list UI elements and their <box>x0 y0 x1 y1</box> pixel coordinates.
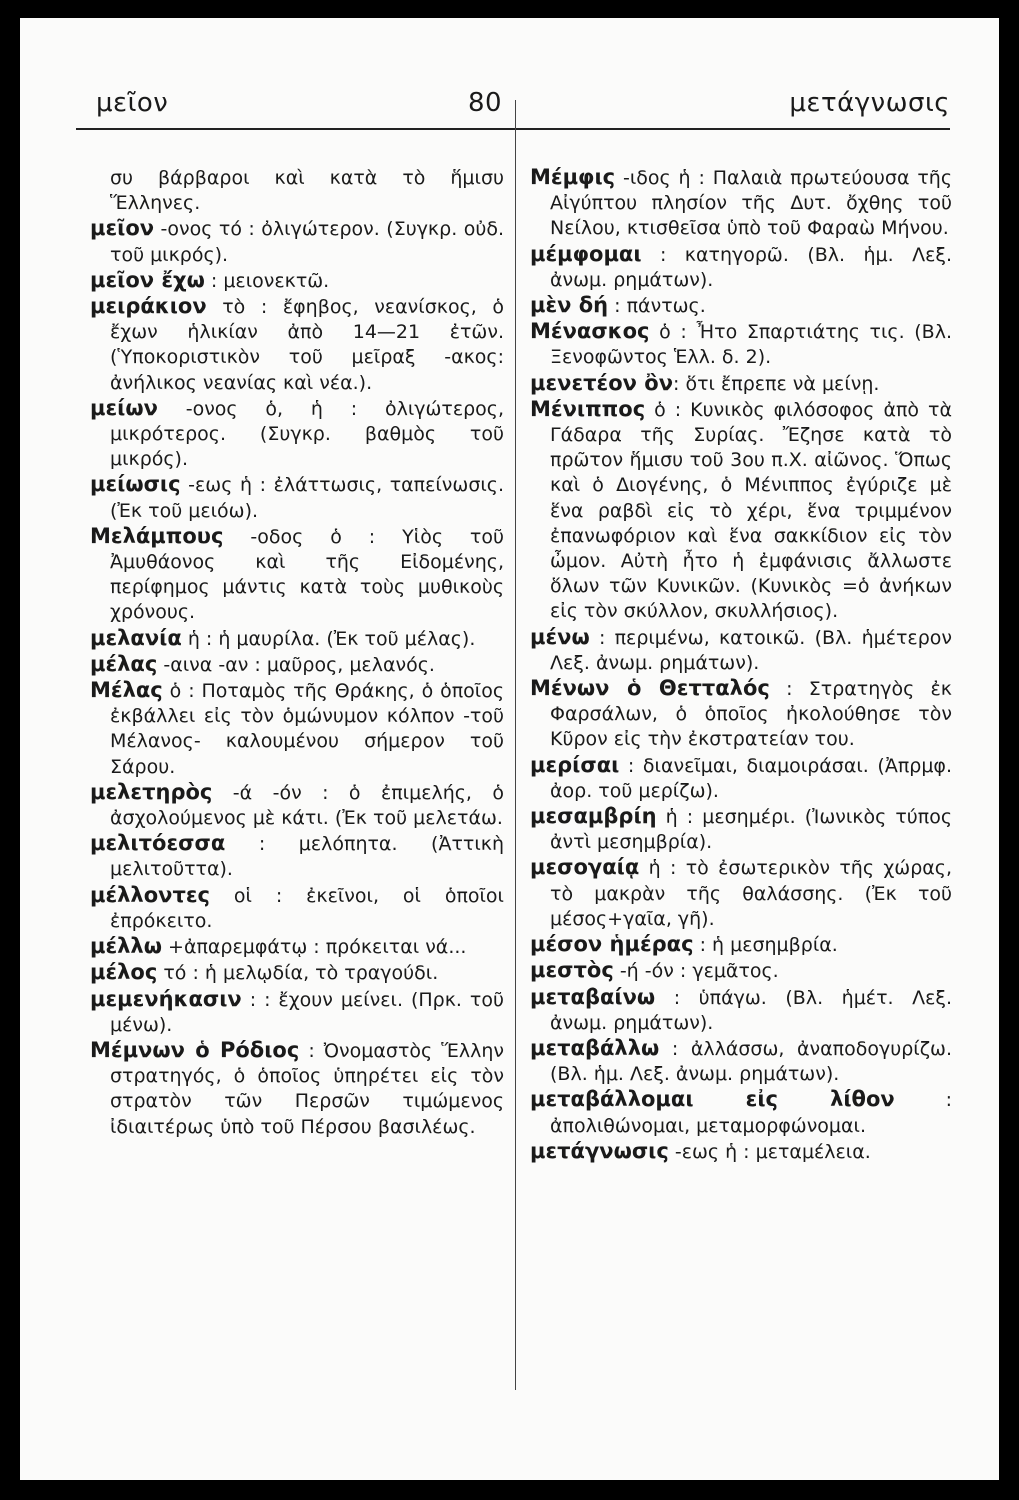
entry-definition: : περιμένω, κατοικῶ. (Βλ. ἡμέτερον Λεξ. ἀνωμ. ρημάτων). <box>550 626 952 674</box>
entry-definition: : μειονεκτῶ. <box>204 269 330 292</box>
entry-headword: μείων <box>90 395 158 420</box>
left-guide-word: μεῖον <box>96 88 169 118</box>
entry-definition: -ά -όν : ὁ ἐπιμελής, ὁ ἀσχολούμενος μὲ κάτι. (Ἐκ τοῦ μελετάω. <box>110 781 504 830</box>
entry-definition: : ἀλλάσσω, ἀναποδογυρίζω. (Βλ. ἡμ. Λεξ. ἀνωμ. ρημάτων). <box>550 1037 952 1086</box>
entry-headword: μεσογαίᾳ <box>530 855 640 880</box>
dictionary-entry <box>530 804 952 855</box>
dictionary-entry <box>90 1038 504 1140</box>
dictionary-entry <box>90 934 504 960</box>
dictionary-entry <box>90 831 504 882</box>
entry-headword: μεῖον <box>90 216 155 241</box>
entry-headword: μέλας <box>90 651 158 676</box>
entry-definition: +ἀπαρεμφάτῳ : πρόκειται νά... <box>161 936 467 959</box>
entry-headword: Μένων ὁ Θετταλός <box>530 676 770 701</box>
dictionary-entry <box>90 268 504 294</box>
entry-headword: μεῖον ἔχω <box>90 267 205 292</box>
entry-definition: ὁ : Ἦτο Σπαρτιάτης τις. (Βλ. Ξενοφῶντος Ἑλλ. δ. 2). <box>550 321 952 369</box>
entry-headword: μείωσις <box>90 472 181 497</box>
entry-definition: ὁ : Κυνικὸς φιλόσοφος ἀπὸ τὰ Γάδαρα τῆς Συρίας. Ἔζησε κατὰ τὸ πρῶτον ἥμισυ τοῦ 3ου π.Χ. αἰῶνος. Ὅπως καὶ ὁ Διογένης, ὁ Μένιππος ἐγύριζε μὲ ἕνα ραβδὶ εἰς τὸ χέρι, ἕνα τριμμένον ἐπανωφόριον καὶ ἕνα σακκίδιον εἰς τὸν ὦμον. Αὐτὴ ἦτο ἡ ἐμφάνισις ἄλλωστε ὅλων τῶν Κυνικῶν. (Κυνικὸς =ὁ ἀνήκων εἰς τὸν σκύλλον, σκυλλήσιος). <box>550 398 952 623</box>
dictionary-entry <box>530 1087 952 1138</box>
dictionary-entry <box>530 958 952 984</box>
dictionary-entry <box>90 960 504 986</box>
entry-definition: : μελόπητα. (Ἀττικὴ μελιτοῦττα). <box>110 833 504 881</box>
entry-definition: -ιδος ἡ : Παλαιὰ πρωτεύουσα τῆς Αἰγύπτου πλησίον τῆς Δυτ. ὄχθης τοῦ Νείλου, κτισθεῖσα ὑπὸ τοῦ Φαραὼ Μήνου. <box>550 167 952 240</box>
entry-definition: : διανεῖμαι, διαμοιράσαι. (Ἀπρμφ. ἀορ. τοῦ μερίζω). <box>550 754 952 802</box>
dictionary-entry <box>90 678 504 780</box>
entry-headword: Μέμνων ὁ Ρόδιος <box>90 1037 300 1062</box>
entry-headword: μέλλοντες <box>90 882 210 907</box>
dictionary-entry <box>90 294 504 396</box>
entry-definition: ἡ : μεσημέρι. (Ἰωνικὸς τύπος ἀντὶ μεσημβρία). <box>550 806 952 854</box>
left-column <box>90 165 504 1140</box>
dictionary-entry <box>90 524 504 626</box>
entry-headword: μελιτόεσσα <box>90 831 226 856</box>
entry-definition: : ἡ μεσημβρία. <box>693 934 838 957</box>
dictionary-entry <box>530 932 952 958</box>
entry-definition: ἡ : ἡ μαυρίλα. (Ἐκ τοῦ μέλας). <box>181 627 476 650</box>
entry-definition: οἱ : ἐκεῖνοι, οἱ ὁποῖοι ἐπρόκειτο. <box>110 884 504 932</box>
entry-headword: μετάγνωσις <box>530 1138 669 1163</box>
entry-definition: : ἀπολιθώνομαι, μεταμορφώνομαι. <box>550 1089 952 1137</box>
dictionary-entry <box>90 396 504 473</box>
dictionary-entry <box>90 216 504 267</box>
dictionary-entry <box>530 319 952 370</box>
entry-headword: μεταβάλλομαι εἰς λίθον <box>530 1087 895 1112</box>
entry-headword: μέμφομαι <box>530 241 642 266</box>
dictionary-entry <box>90 626 504 652</box>
column-divider <box>515 100 516 1390</box>
entry-definition: -ή -όν : γεμᾶτος. <box>613 960 779 983</box>
entry-definition: : : ἔχουν μείνει. (Πρκ. τοῦ μένω). <box>110 988 504 1036</box>
dictionary-entry <box>530 625 952 676</box>
right-column <box>530 165 952 1165</box>
entry-definition: -ονος ὁ, ἡ : ὀλιγώτερος, μικρότερος. (Συγκρ. βαθμὸς τοῦ μικρός). <box>110 397 504 471</box>
entry-headword: Μένιππος <box>530 396 646 421</box>
entry-headword: μελετηρὸς <box>90 779 213 804</box>
dictionary-entry <box>90 987 504 1038</box>
entry-headword: μειράκιον <box>90 294 207 319</box>
right-guide-word: μετάγνωσις <box>789 88 950 118</box>
entry-headword: μεμενήκασιν <box>90 986 242 1011</box>
dictionary-entry <box>530 985 952 1036</box>
dictionary-entry: συ βάρβαροι καὶ κατὰ τὸ ἥμισυ Ἕλληνες. <box>110 167 504 215</box>
entry-definition: -ονος τό : ὀλιγώτερον. (Συγκρ. οὐδ. τοῦ μικρός). <box>110 218 504 266</box>
entry-definition: : πάντως. <box>608 295 706 318</box>
entry-headword: μενετέον ὂν <box>530 370 674 395</box>
entry-headword: Μέμφις <box>530 165 616 189</box>
entry-headword: Μένασκος <box>530 319 650 344</box>
dictionary-entry <box>90 472 504 523</box>
dictionary-entry <box>530 676 952 753</box>
entry-definition: τὸ : ἔφηβος, νεανίσκος, ὁ ἔχων ἡλικίαν ἀπὸ 14—21 ἐτῶν. (Ὑποκοριστικὸν τοῦ μεῖραξ -ακος: ἀνήλικος νεανίας καὶ νέα.). <box>110 296 504 394</box>
entry-definition: -εως ἡ : μεταμέλεια. <box>668 1140 871 1163</box>
entry-definition: τό : ἡ μελῳδία, τὸ τραγούδι. <box>157 962 439 985</box>
page-number: 80 <box>468 88 503 118</box>
dictionary-entry <box>530 371 952 397</box>
entry-definition: : Ὀνομαστὸς Ἕλλην στρατηγός, ὁ ὁποῖος ὑπηρέτει εἰς τὸν στρατὸν τῶν Περσῶν τιμώμενος ἰδιαιτέρως ὑπὸ τοῦ Πέρσου βασιλέως. <box>110 1039 504 1138</box>
entry-headword: μέλλω <box>90 934 162 959</box>
entry-definition: ὁ : Ποταμὸς τῆς Θράκης, ὁ ὁποῖος ἐκβάλλει εἰς τὸν ὁμώνυμον κόλπον -τοῦ Μέλανος- καλουμένου σήμερον τοῦ Σάρου. <box>110 680 504 778</box>
entry-definition: -αινα -αν : μαῦρος, μελανός. <box>157 653 435 676</box>
entry-definition: : ὅτι ἔπρεπε νὰ μείνῃ. <box>673 372 880 395</box>
entry-headword: μέσον ἡμέρας <box>530 932 694 957</box>
entry-headword: μέλος <box>90 960 158 985</box>
entry-definition: : Στρατηγὸς ἐκ Φαρσάλων, ὁ ὁποῖος ἠκολούθησε τὸν Κῦρον εἰς τὴν ἐκστρατείαν του. <box>550 678 952 751</box>
dictionary-entry <box>90 883 504 934</box>
entry-headword: μεσαμβρίη <box>530 804 657 829</box>
page-header <box>96 84 950 128</box>
dictionary-entry <box>530 293 952 319</box>
dictionary-entry <box>90 652 504 678</box>
dictionary-entry <box>530 753 952 804</box>
entry-headword: μελανία <box>90 625 182 650</box>
entry-definition: : κατηγορῶ. (Βλ. ἡμ. Λεξ. ἀνωμ. ρημάτων). <box>550 243 952 291</box>
entry-headword: Μελάμπους <box>90 523 224 548</box>
entry-definition: -εως ἡ : ἐλάττωσις, ταπείνωσις. (Ἐκ τοῦ μειόω). <box>110 474 504 522</box>
entry-headword: μένω <box>530 624 590 649</box>
entry-definition: -οδος ὁ : Υἱὸς τοῦ Ἀμυθάονος καὶ τῆς Εἰδομένης, περίφημος μάντις κατὰ τοὺς μυθικοὺς χρόνους. <box>110 525 504 624</box>
entry-definition: : ὑπάγω. (Βλ. ἡμέτ. Λεξ. ἀνωμ. ρημάτων). <box>550 986 952 1034</box>
dictionary-entry <box>530 242 952 293</box>
entry-headword: μεστὸς <box>530 958 614 983</box>
dictionary-entry <box>530 1036 952 1087</box>
dictionary-entry <box>530 165 952 242</box>
dictionary-entry <box>530 1139 952 1165</box>
entry-definition: ἡ : τὸ ἐσωτερικὸν τῆς χώρας, τὸ μακρὰν τῆς θαλάσσης. (Ἐκ τοῦ μέσος+γαῖα, γῆ). <box>550 857 952 930</box>
entry-headword: μερίσαι <box>530 752 620 777</box>
dictionary-entry <box>530 855 952 932</box>
header-rule <box>76 128 950 130</box>
entry-headword: μὲν δή <box>530 293 609 318</box>
dictionary-entry <box>90 780 504 831</box>
entry-headword: μεταβάλλω <box>530 1035 660 1060</box>
dictionary-entry <box>530 397 952 625</box>
entry-headword: Μέλας <box>90 678 163 703</box>
entry-headword: μεταβαίνω <box>530 984 656 1009</box>
